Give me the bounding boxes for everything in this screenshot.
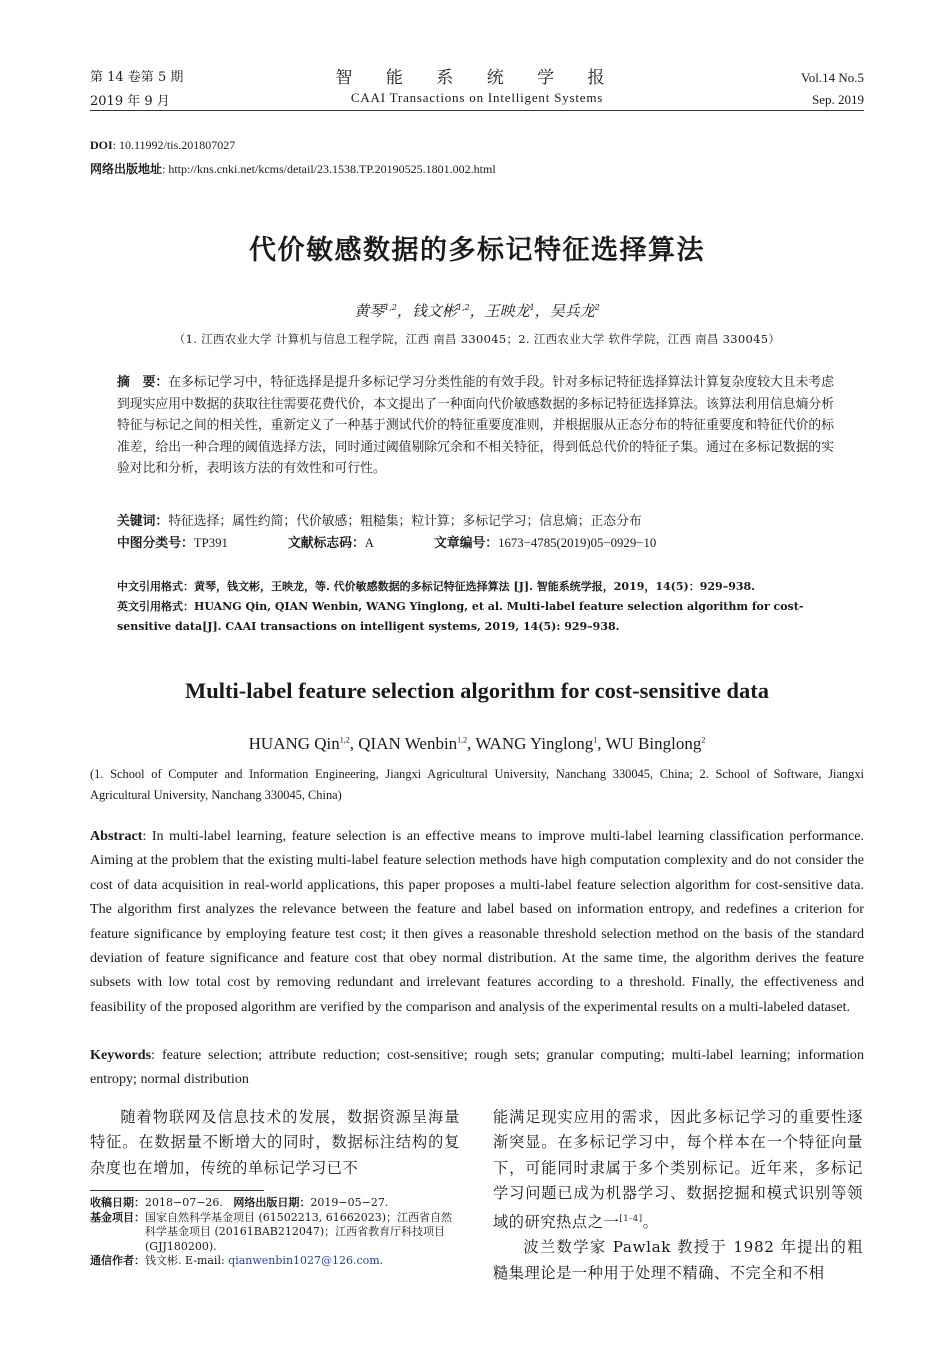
footnote-rule xyxy=(90,1190,264,1191)
footnote xyxy=(90,1196,462,1269)
doc-code-value: A xyxy=(364,536,375,550)
authors-en: HUANG Qin$^{1,2}$, QIAN Wenbin$^{1,2}$, WANG Yinglong$^1$, WU Binglong$^2$ xyxy=(248,734,706,753)
keywords-cn-label: 关键词： xyxy=(117,514,169,529)
citation-cn-text: 黄琴，钱文彬，王映龙，等. 代价敏感数据的多标记特征选择算法 [J]. 智能系统学报，2019，14(5)：929–938. xyxy=(194,580,755,593)
body-paragraph: 波兰数学家 Pawlak 教授于 1982 年提出的粗糙集理论是一种用于处理不精确、不完全和不相 xyxy=(493,1238,863,1282)
citation-block xyxy=(117,577,834,637)
keywords-en-text: : feature selection; attribute reduction; cost-sensitive; rough sets; granular computing; multi-label learning; information entropy; normal distribution xyxy=(90,1047,864,1087)
body-column-left xyxy=(90,1105,460,1181)
body-paragraph xyxy=(493,1105,863,1235)
classification-line xyxy=(117,532,712,551)
journal-name-cn: 智 能 系 统 学 报 xyxy=(335,68,619,88)
keywords-en xyxy=(90,1043,864,1091)
online-address-line xyxy=(90,160,496,177)
clc-value: TP391 xyxy=(193,536,228,550)
author-en: QIAN Wenbin xyxy=(358,734,458,753)
authors-cn: 黄琴$^{1,2}$，钱文彬$^{1,2}$，王映龙$^1$，吴兵龙$^2$ xyxy=(354,302,600,320)
email-link[interactable]: qianwenbin1027@126.com xyxy=(228,1254,380,1268)
clc-label: 中图分类号： xyxy=(117,536,194,551)
online-date-label: 网络出版日期： xyxy=(233,1196,311,1209)
footnote-fund xyxy=(90,1211,462,1255)
citation-en xyxy=(117,597,834,637)
online-date: 2019−05−27. xyxy=(310,1196,389,1209)
corresponding-end: . xyxy=(379,1254,384,1268)
received-label: 收稿日期： xyxy=(90,1196,145,1209)
author-sup: 2 xyxy=(594,303,600,312)
article-number-value: 1673−4785(2019)05−0929−10 xyxy=(498,536,657,550)
abstract-en-label: Abstract xyxy=(90,828,143,844)
keywords-cn xyxy=(117,510,642,529)
author-sup: 1,2 xyxy=(384,303,397,312)
doi-line xyxy=(90,138,235,153)
doc-code-label: 文献标志码： xyxy=(288,536,365,551)
abstract-cn-text: 在多标记学习中，特征选择是提升多标记学习分类性能的有效手段。针对多标记特征选择算法计算复杂度较大且未考虑到现实应用中数据的获取往往需要花费代价，本文提出了一种面向代价敏感数据的多标记特征选择算法。该算法利用信息熵分析特征与标记之间的相关性，重新定义了一种基于测试代价的特征重要度准则，并根据服从正态分布的特征重要度和特征代价的标准差，给出一种合理的阈值选择方法，同时通过阈值剔除冗余和不相关特征，得到低总代价的特征子集。通过在多标记数据的实验对比和分析，表明该方法的有效性和可行性。 xyxy=(117,375,835,477)
fund-text: 国家自然科学基金项目 (61502213, 61662023)；江西省自然科学基金项目 (20161BAB212047)；江西省教育厅科技项目 (GJJ180200). xyxy=(145,1210,453,1253)
keywords-en-label: Keywords xyxy=(90,1047,152,1063)
body-column-right xyxy=(493,1105,863,1286)
online-address-label: 网络出版地址 xyxy=(90,162,163,176)
corresponding-label: 通信作者： xyxy=(90,1254,145,1268)
affiliation-en: (1. School of Computer and Information Engineering, Jiangxi Agricultural University, Nanchang 330045, China; 2. School of Software, Jiangxi Agricultural University, Nanchang 330045, China) xyxy=(90,767,864,802)
author-en: WANG Yinglong xyxy=(475,734,594,753)
author-en: HUANG Qin xyxy=(248,734,340,753)
abstract-cn xyxy=(117,372,834,480)
body-text: 能满足现实应用的需求，因此多标记学习的重要性逐渐突显。在多标记学习中，每个样本在一个特征向量下，可能同时隶属于多个类别标记。近年来，多标记学习问题已成为机器学习、数据挖掘和模式识别等领域的研究热点之一 xyxy=(493,1108,863,1231)
journal-header xyxy=(90,66,864,110)
citation-cn-label: 中文引用格式： xyxy=(117,580,194,593)
author-sup: 1,2 xyxy=(457,735,468,745)
author-sup: 1,2 xyxy=(339,735,350,745)
body-paragraph: 随着物联网及信息技术的发展，数据资源呈海量特征。在数据量不断增大的同时，数据标注结构的复杂度也在增加，传统的单标记学习已不 xyxy=(90,1108,460,1177)
date-cn: 2019 年 9 月 xyxy=(90,94,170,109)
author-sup: 1 xyxy=(593,735,598,745)
volume-issue-en: Vol.14 No.5 xyxy=(801,70,864,85)
abstract-en-text: : In multi-label learning, feature selection is an effective means to improve multi-label learning classification performance. Aiming at the problem that the existing multi-label feature selection methods have high computation complexity and do not consider the cost of data acquisition in real-world applications, this paper proposes a multi-label feature selection algorithm for cost-sensitive data. The algorithm first analyzes the relevance between the feature and label based on information entropy, and redefines a criterion for feature significance by employing feature test cost; it then gives a reasonable threshold selection method on the basis of the standard deviation of feature significance and feature cost that obey normal distribution. At the same time, the algorithm derives the feature subsets with low total cost by removing redundant and irrelevant features according to a threshold. Finally, the effectiveness and feasibility of the proposed algorithm are verified by the comparison and analysis of the experimental results on a multi-labeled dataset. xyxy=(90,828,864,1015)
footnote-dates xyxy=(90,1196,462,1211)
author-cn: 王映龙 xyxy=(484,302,530,320)
author-cn: 吴兵龙 xyxy=(549,302,595,320)
volume-issue-cn: 第 14 卷第 5 期 xyxy=(90,70,184,85)
keywords-cn-text: 特征选择；属性约简；代价敏感；粗糙集；粒计算；多标记学习；信息熵；正态分布 xyxy=(168,514,642,529)
paper-title-cn: 代价敏感数据的多标记特征选择算法 xyxy=(249,235,705,266)
paper-title-en: Multi-label feature selection algorithm for cost-sensitive data xyxy=(184,678,770,703)
abstract-cn-label: 摘 要： xyxy=(117,375,169,390)
header-rule xyxy=(90,110,864,111)
author-sup: 1 xyxy=(529,303,535,312)
doi-value[interactable]: : 10.11992/tis.201807027 xyxy=(112,138,236,152)
footnote-corresponding xyxy=(90,1254,462,1269)
corresponding-text: 钱文彬. E-mail: xyxy=(145,1254,229,1268)
date-en: Sep. 2019 xyxy=(812,92,864,107)
reference-marker[interactable]: [1-4] xyxy=(619,1213,643,1224)
article-number-label: 文章编号： xyxy=(434,536,499,551)
author-sup: 2 xyxy=(701,735,706,745)
journal-name-en: CAAI Transactions on Intelligent Systems xyxy=(350,90,604,105)
fund-label: 基金项目： xyxy=(90,1210,145,1224)
affiliation-cn: （1. 江西农业大学 计算机与信息工程学院，江西 南昌 330045；2. 江西农业大学 软件学院，江西 南昌 330045） xyxy=(173,332,781,346)
author-cn: 钱文彬 xyxy=(411,302,457,320)
body-text: 。 xyxy=(642,1212,659,1231)
received-date: 2018−07−26. xyxy=(145,1196,223,1209)
author-sup: 1,2 xyxy=(456,303,470,312)
citation-en-label: 英文引用格式： xyxy=(117,600,194,613)
author-cn: 黄琴 xyxy=(354,302,385,320)
citation-en-text: HUANG Qin, QIAN Wenbin, WANG Yinglong, et al. Multi-label feature selection algorithm for cost-sensitive data[J]. CAAI transactions on intelligent systems, 2019, 14(5): 929–938. xyxy=(117,600,804,633)
author-en: WU Binglong xyxy=(605,734,702,753)
abstract-en xyxy=(90,824,864,1019)
citation-cn xyxy=(117,577,834,597)
online-address-value[interactable]: : http://kns.cnki.net/kcms/detail/23.1538.TP.20190525.1801.002.html xyxy=(162,162,496,176)
doi-label: DOI xyxy=(90,138,113,152)
